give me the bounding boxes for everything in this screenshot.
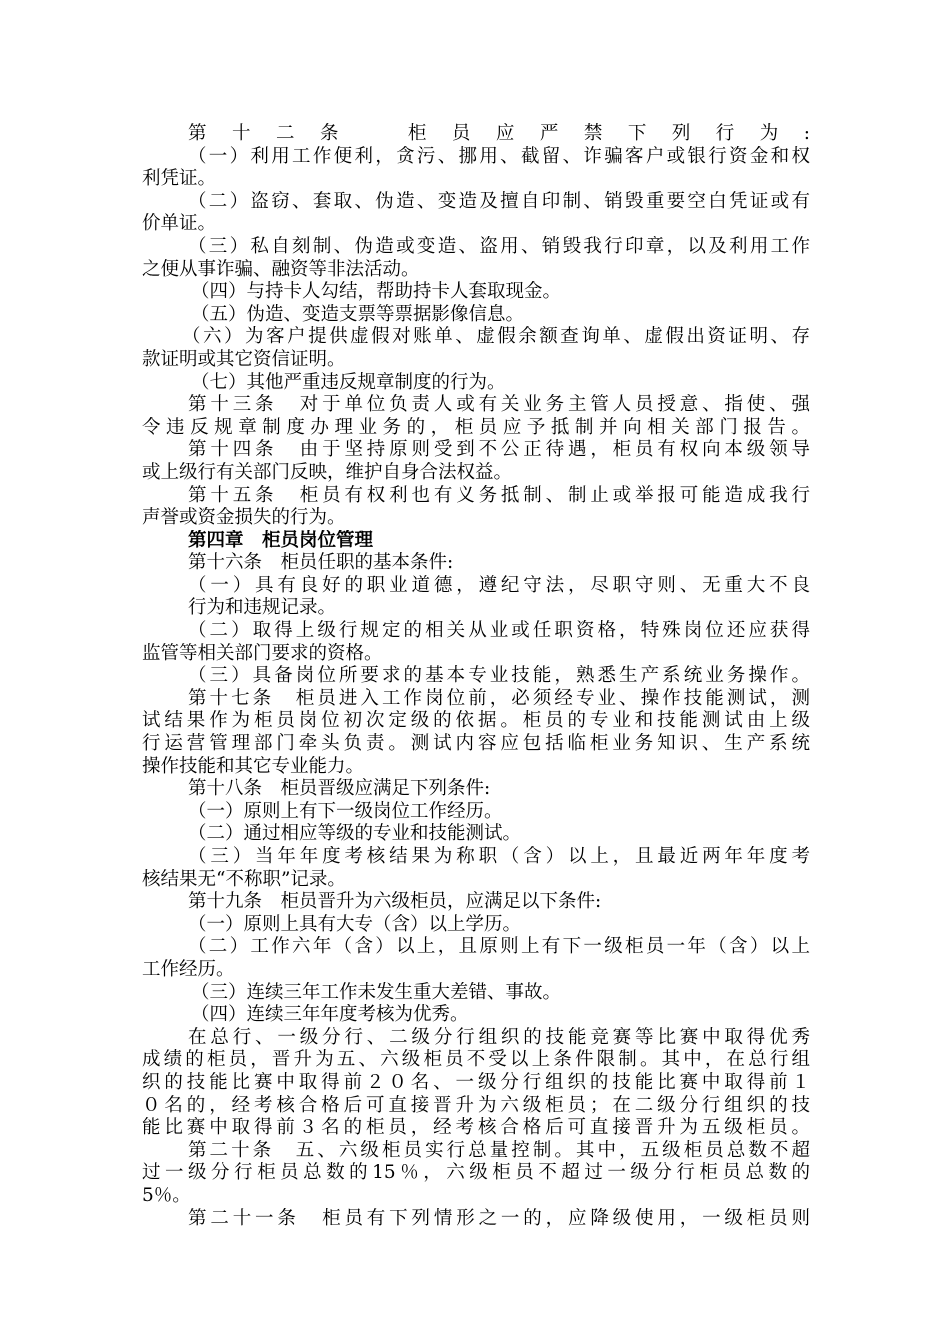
paragraph-line: 监管等相关部门要求的资格。 <box>142 642 383 664</box>
chapter-4-heading: 第四章 柜员岗位管理 <box>188 529 374 551</box>
paragraph-line: （二）取得上级行规定的相关从业或任职资格，特殊岗位还应获得 <box>188 620 810 642</box>
paragraph-line: 款证明或其它资信证明。 <box>142 348 346 370</box>
paragraph-line: 利凭证。 <box>142 168 217 190</box>
paragraph-line: ０名的，经考核合格后可直接晋升为六级柜员；在二级分行组织的技 <box>142 1094 810 1116</box>
paragraph-line: （一）利用工作便利，贪污、挪用、截留、诈骗客户或银行资金和权 <box>188 145 810 167</box>
paragraph-line: 过一级分行柜员总数的15％，六级柜员不超过一级分行柜员总数的 <box>142 1162 810 1184</box>
paragraph-line: （三）具备岗位所要求的基本专业技能，熟悉生产系统业务操作。 <box>188 665 810 687</box>
article-13-heading: 第十三条 对于单位负责人或有关业务主管人员授意、指使、强 <box>188 394 810 416</box>
paragraph-line: 成绩的柜员，晋升为五、六级柜员不受以上条件限制。其中，在总行组 <box>142 1049 810 1071</box>
article-16-heading: 第十六条 柜员任职的基本条件: <box>188 552 454 574</box>
article-15-heading: 第十五条 柜员有权利也有义务抵制、制止或举报可能造成我行 <box>188 484 810 506</box>
article-20-heading: 第二十条 五、六级柜员实行总量控制。其中，五级柜员总数不超 <box>188 1139 810 1161</box>
paragraph-line: 5％。 <box>142 1184 191 1206</box>
paragraph-line: 或上级行有关部门反映，维护自身合法权益。 <box>142 461 513 483</box>
paragraph-line: 试结果作为柜员岗位初次定级的依据。柜员的专业和技能测试由上级 <box>142 710 810 732</box>
paragraph-line: 之便从事诈骗、融资等非法活动。 <box>142 258 420 280</box>
article-21-heading: 第二十一条 柜员有下列情形之一的，应降级使用，一级柜员则 <box>188 1207 810 1229</box>
paragraph-line: 在总行、一级分行、二级分行组织的技能竞赛等比赛中取得优秀 <box>188 1026 810 1048</box>
paragraph-line: 行为和违规记录。 <box>188 597 337 619</box>
paragraph-line: （四）与持卡人勾结，帮助持卡人套取现金。 <box>191 281 562 303</box>
paragraph-line: （六）为客户提供虚假对账单、虚假余额查询单、虚假出资证明、存 <box>182 326 810 348</box>
paragraph-line: （四）连续三年年度考核为优秀。 <box>191 1004 469 1026</box>
article-14-heading: 第十四条 由于坚持原则受到不公正待遇，柜员有权向本级领导 <box>188 439 810 461</box>
paragraph-line: 声誉或资金损失的行为。 <box>142 507 346 529</box>
paragraph-line: 行运营管理部门牵头负责。测试内容应包括临柜业务知识、生产系统 <box>142 733 810 755</box>
paragraph-line: 操作技能和其它专业能力。 <box>142 755 365 777</box>
article-12-heading: 第十二条 柜员应严禁下列行为: <box>188 123 810 144</box>
paragraph-line: （二）盗窃、套取、伪造、变造及擅自印制、销毁重要空白凭证或有 <box>188 190 810 212</box>
paragraph-line: （五）伪造、变造支票等票据影像信息。 <box>191 303 525 325</box>
paragraph-line: 价单证。 <box>142 213 217 235</box>
paragraph-line: 工作经历。 <box>142 958 235 980</box>
document-body <box>142 123 810 1230</box>
paragraph-line: 核结果无“不称职”记录。 <box>142 868 346 890</box>
article-18-heading: 第十八条 柜员晋级应满足下列条件: <box>188 778 491 800</box>
article-19-heading: 第十九条 柜员晋升为六级柜员，应满足以下条件: <box>188 891 602 913</box>
paragraph-line: 令违反规章制度办理业务的，柜员应予抵制并向相关部门报告。 <box>142 416 810 438</box>
paragraph-line: （二）通过相应等级的专业和技能测试。 <box>188 823 522 845</box>
paragraph-line: 织的技能比赛中取得前２０名、一级分行组织的技能比赛中取得前１ <box>142 1071 810 1093</box>
paragraph-line: （七）其他严重违反规章制度的行为。 <box>191 371 506 393</box>
paragraph-line: （一）原则上有下一级岗位工作经历。 <box>188 800 503 822</box>
paragraph-line: （一）原则上具有大专（含）以上学历。 <box>188 913 522 935</box>
paragraph-line: （三）连续三年工作未发生重大差错、事故。 <box>191 981 562 1003</box>
paragraph-line: （三）当年年度考核结果为称职（含）以上，且最近两年年度考 <box>188 846 810 867</box>
paragraph-line: （一）具有良好的职业道德，遵纪守法，尽职守则、无重大不良 <box>188 574 810 596</box>
article-17-heading: 第十七条 柜员进入工作岗位前，必须经专业、操作技能测试，测 <box>188 687 810 709</box>
paragraph-line: 能比赛中取得前３名的柜员，经考核合格后可直接晋升为五级柜员。 <box>142 1117 810 1139</box>
paragraph-line: （二）工作六年（含）以上，且原则上有下一级柜员一年（含）以上 <box>188 936 810 958</box>
paragraph-line: （三）私自刻制、伪造或变造、盗用、销毁我行印章，以及利用工作 <box>188 235 810 257</box>
